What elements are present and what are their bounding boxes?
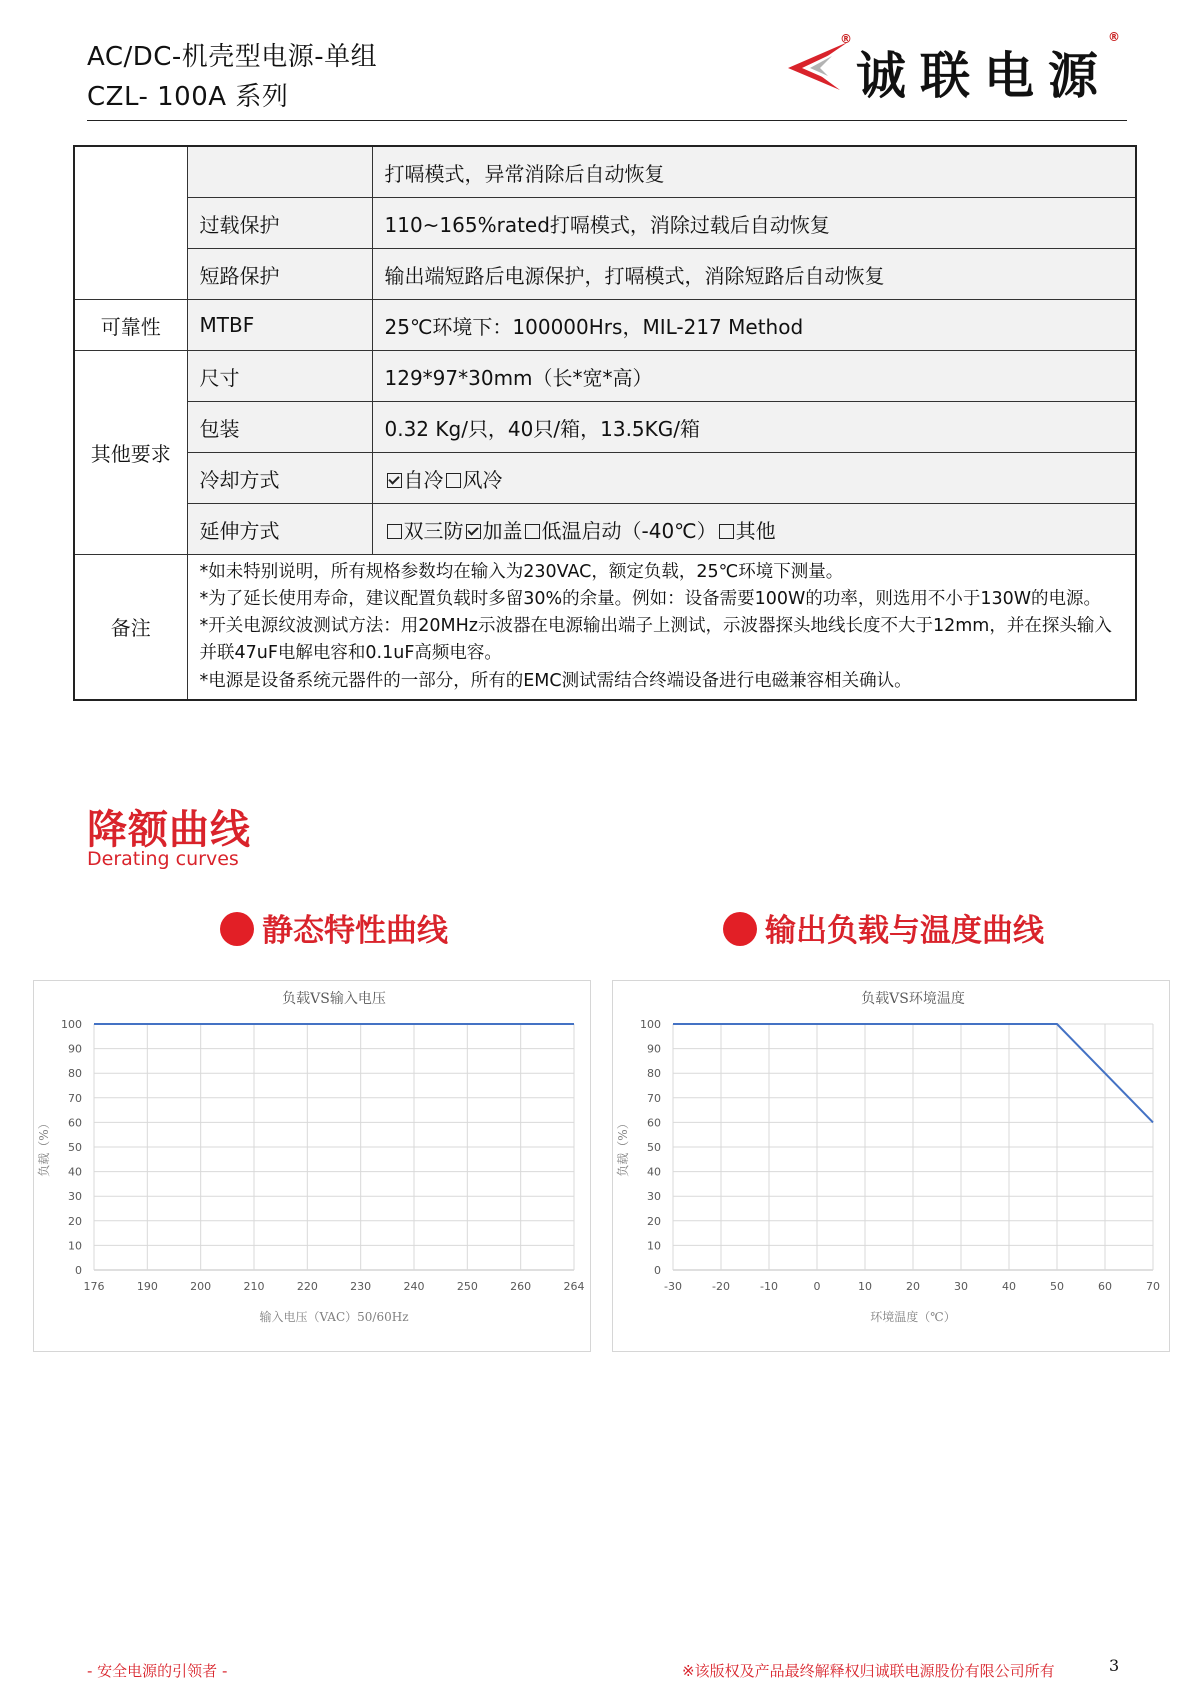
value-cell: [372, 504, 1136, 555]
page-number: 3: [1109, 1656, 1120, 1675]
table-row: [74, 402, 1136, 453]
checkbox-empty-icon: [525, 524, 540, 539]
y-tick-label: 100: [61, 1018, 82, 1031]
value-cell: 25℃环境下：100000Hrs，MIL-217 Method: [372, 300, 1136, 351]
chart-svg: [613, 981, 1169, 1351]
doc-title-line2: CZL- 100A 系列: [87, 82, 289, 112]
y-tick-label: 100: [640, 1018, 661, 1031]
red-dot-icon: [220, 912, 254, 946]
remark-line: *如未特别说明，所有规格参数均在输入为230VAC，额定负载，25℃环境下测量。: [199, 562, 844, 582]
temperature-curve-heading: [723, 905, 1044, 950]
y-tick-label: 90: [68, 1042, 82, 1056]
y-tick-label: 80: [68, 1067, 82, 1081]
y-tick-label: 20: [68, 1214, 82, 1228]
brand-logo: [780, 30, 1120, 105]
x-axis-label: 输入电压（VAC）50/60Hz: [259, 1310, 409, 1324]
option-label: 双三防: [403, 518, 464, 543]
item-cell: 短路保护: [187, 249, 372, 300]
header-divider: [87, 120, 1127, 121]
footer-slogan: - 安全电源的引领者 -: [87, 1662, 228, 1680]
static-curve-heading: [220, 905, 448, 950]
chart-load-vs-voltage: [33, 980, 591, 1352]
table-row: [74, 146, 1136, 198]
category-cell-remarks: 备注: [74, 555, 187, 700]
y-tick-label: 40: [647, 1165, 661, 1179]
item-cell: 冷却方式: [187, 453, 372, 504]
category-cell-reliability: 可靠性: [74, 300, 187, 351]
y-tick-label: 20: [647, 1214, 661, 1228]
category-cell-protection: [74, 146, 187, 300]
value-cell: 打嗝模式，异常消除后自动恢复: [372, 146, 1136, 198]
y-tick-label: 80: [647, 1067, 661, 1081]
y-axis-label: 负载（%）: [616, 1117, 630, 1177]
x-tick-label: 176: [83, 1280, 105, 1293]
chart-svg: [34, 981, 590, 1351]
x-tick-label: 70: [1146, 1280, 1160, 1293]
x-tick-label: 250: [456, 1280, 478, 1293]
x-tick-label: 264: [563, 1280, 585, 1293]
table-row: [74, 504, 1136, 555]
logo-registered-mark: ®: [840, 32, 852, 46]
temperature-curve-heading-text: 输出负载与温度曲线: [765, 913, 1044, 949]
static-curve-heading-text: 静态特性曲线: [262, 913, 448, 949]
category-cell-other: 其他要求: [74, 351, 187, 555]
y-tick-label: 10: [68, 1239, 82, 1253]
value-cell: 129*97*30mm（长*宽*高）: [372, 351, 1136, 402]
y-tick-label: 0: [75, 1264, 82, 1277]
y-tick-label: 0: [654, 1264, 661, 1277]
value-cell: 0.32 Kg/只，40只/箱，13.5KG/箱: [372, 402, 1136, 453]
x-tick-label: 210: [243, 1280, 265, 1293]
checkbox-checked-icon: [466, 524, 481, 539]
y-tick-label: 50: [647, 1141, 661, 1154]
checkbox-empty-icon: [719, 524, 734, 539]
chart-title: 负载VS环境温度: [861, 991, 965, 1007]
logo-text: 诚联电源: [856, 46, 1112, 105]
remark-line: *开关电源纹波测试方法：用20MHz示波器在电源输出端子上测试，示波器探头地线长度不大于12mm，并在探头输入并联47uF电解电容和0.1uF高频电容。: [199, 616, 1112, 664]
x-tick-label: 230: [350, 1280, 372, 1293]
table-row: [74, 351, 1136, 402]
checkbox-empty-icon: [446, 473, 461, 488]
x-tick-label: 40: [1002, 1280, 1016, 1293]
x-tick-label: 50: [1050, 1280, 1064, 1293]
y-tick-label: 70: [68, 1091, 82, 1105]
y-tick-label: 10: [647, 1239, 661, 1253]
y-tick-label: 90: [647, 1042, 661, 1056]
y-tick-label: 30: [68, 1190, 82, 1204]
x-tick-label: 240: [403, 1280, 425, 1293]
red-dot-icon: [723, 912, 757, 946]
value-cell: 110~165%rated打嗝模式，消除过载后自动恢复: [372, 198, 1136, 249]
checkbox-checked-icon: [387, 473, 402, 488]
x-tick-label: -20: [712, 1280, 730, 1293]
table-row-remarks: [74, 555, 1136, 700]
item-cell: 过载保护: [187, 198, 372, 249]
x-tick-label: 20: [906, 1280, 920, 1293]
option-label: 自冷: [403, 467, 444, 492]
x-tick-label: 60: [1098, 1280, 1112, 1293]
y-tick-label: 40: [68, 1165, 82, 1179]
checkbox-empty-icon: [387, 524, 402, 539]
y-tick-label: 50: [68, 1141, 82, 1154]
item-cell: [187, 146, 372, 198]
y-tick-label: 60: [68, 1116, 82, 1130]
section-subtitle: Derating curves: [87, 848, 239, 870]
item-cell: 包装: [187, 402, 372, 453]
x-tick-label: 30: [954, 1280, 968, 1293]
remark-line: *为了延长使用寿命，建议配置负载时多留30%的余量。例如：设备需要100W的功率，则选用不小于130W的电源。: [199, 589, 1102, 610]
logo-registered-mark-2: ®: [1108, 30, 1120, 44]
spec-table: [73, 145, 1137, 701]
option-label: 风冷: [462, 467, 503, 492]
x-tick-label: 10: [858, 1280, 872, 1293]
y-tick-label: 30: [647, 1190, 661, 1204]
table-row: [74, 453, 1136, 504]
table-row: [74, 249, 1136, 300]
table-row: [74, 198, 1136, 249]
x-tick-label: 260: [510, 1280, 532, 1293]
x-tick-label: 190: [136, 1280, 158, 1293]
chart-title: 负载VS输入电压: [282, 991, 386, 1007]
item-cell: 延伸方式: [187, 504, 372, 555]
x-tick-label: 200: [190, 1280, 212, 1293]
logo-arrow-icon: [780, 38, 850, 94]
y-tick-label: 60: [647, 1116, 661, 1130]
remarks-cell: [187, 555, 1136, 700]
doc-title-line1: AC/DC-机壳型电源-单组: [87, 42, 378, 72]
item-cell: MTBF: [187, 300, 372, 351]
table-row: [74, 300, 1136, 351]
y-axis-label: 负载（%）: [37, 1117, 51, 1177]
item-cell: 尺寸: [187, 351, 372, 402]
x-tick-label: 0: [813, 1280, 821, 1293]
section-title: 降额曲线: [87, 807, 251, 853]
y-tick-label: 70: [647, 1091, 661, 1105]
footer-copyright: ※该版权及产品最终解释权归诚联电源股份有限公司所有: [682, 1662, 1055, 1680]
value-cell: 输出端短路后电源保护，打嗝模式，消除短路后自动恢复: [372, 249, 1136, 300]
x-tick-label: 220: [296, 1280, 318, 1293]
remark-line: *电源是设备系统元器件的一部分，所有的EMC测试需结合终端设备进行电磁兼容相关确认。: [199, 670, 912, 691]
option-label: 其他: [735, 518, 776, 543]
value-cell: [372, 453, 1136, 504]
chart-load-vs-temperature: [612, 980, 1170, 1352]
x-tick-label: -10: [760, 1280, 778, 1293]
x-tick-label: -30: [664, 1280, 682, 1293]
option-label: 低温启动（-40℃）: [541, 518, 717, 543]
option-label: 加盖: [482, 518, 523, 543]
x-axis-label: 环境温度（℃）: [870, 1310, 956, 1324]
